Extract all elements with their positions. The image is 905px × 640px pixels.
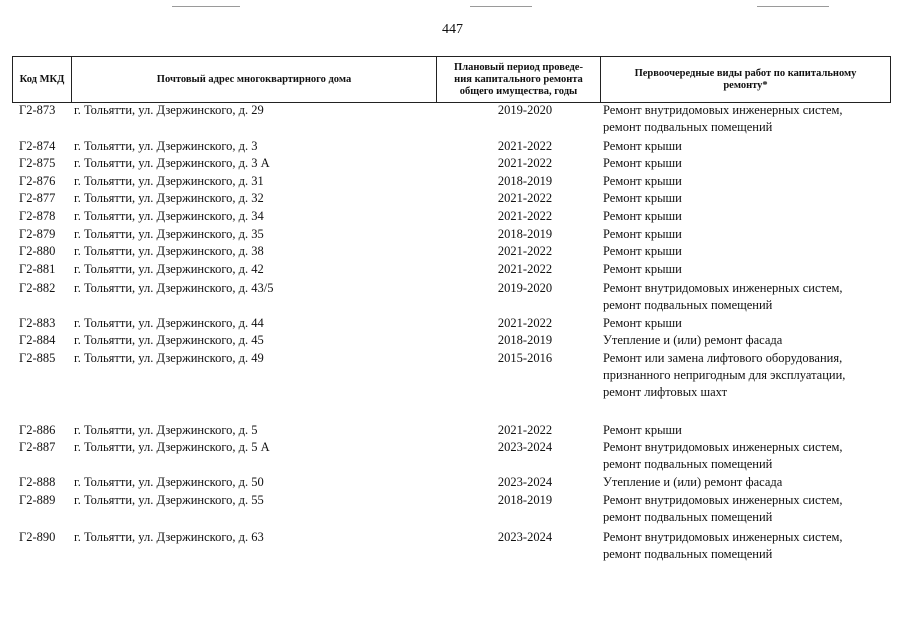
row-works	[603, 439, 843, 473]
row-works	[603, 102, 843, 136]
row-works	[603, 492, 843, 526]
row-address: г. Тольятти, ул. Дзержинского, д. 5 А	[74, 440, 270, 454]
row-works-line: Ремонт внутридомовых инженерных систем,	[603, 281, 843, 295]
row-period: 2018-2019	[497, 174, 553, 188]
row-period: 2023-2024	[497, 475, 553, 489]
page-number: 447	[442, 22, 463, 37]
row-address: г. Тольятти, ул. Дзержинского, д. 3 А	[74, 156, 270, 170]
row-works	[603, 226, 682, 243]
row-address: г. Тольятти, ул. Дзержинского, д. 63	[74, 530, 264, 544]
row-works-line: Ремонт внутридомовых инженерных систем,	[603, 493, 843, 507]
row-code: Г2-881	[19, 262, 56, 276]
row-address: г. Тольятти, ул. Дзержинского, д. 32	[74, 191, 264, 205]
row-code: Г2-882	[19, 281, 56, 295]
row-code: Г2-875	[19, 156, 56, 170]
scan-artifact	[470, 6, 532, 7]
row-works	[603, 332, 782, 349]
row-period: 2015-2016	[497, 351, 553, 365]
row-address: г. Тольятти, ул. Дзержинского, д. 5	[74, 423, 258, 437]
row-works	[603, 208, 682, 225]
row-code: Г2-873	[19, 103, 56, 117]
row-works-line: ремонт лифтовых шахт	[603, 385, 728, 399]
row-address: г. Тольятти, ул. Дзержинского, д. 3	[74, 139, 258, 153]
row-works	[603, 280, 843, 314]
header-period: Плановый период проведе- ния капитального ремонта общего имущества, годы	[436, 56, 601, 103]
row-code: Г2-887	[19, 440, 56, 454]
row-works-line: ремонт подвальных помещений	[603, 547, 773, 561]
header-code: Код МКД	[12, 56, 72, 103]
row-address: г. Тольятти, ул. Дзержинского, д. 55	[74, 493, 264, 507]
row-period: 2021-2022	[497, 244, 553, 258]
row-works-line: Ремонт крыши	[603, 174, 682, 188]
row-works-line: Ремонт крыши	[603, 244, 682, 258]
row-works-line: ремонт подвальных помещений	[603, 510, 773, 524]
row-works-line: Ремонт крыши	[603, 209, 682, 223]
row-code: Г2-877	[19, 191, 56, 205]
row-works-line: Ремонт внутридомовых инженерных систем,	[603, 103, 843, 117]
row-code: Г2-880	[19, 244, 56, 258]
row-code: Г2-889	[19, 493, 56, 507]
row-address: г. Тольятти, ул. Дзержинского, д. 50	[74, 475, 264, 489]
row-works	[603, 315, 682, 332]
row-works-line: Утепление и (или) ремонт фасада	[603, 333, 783, 347]
row-address: г. Тольятти, ул. Дзержинского, д. 35	[74, 227, 264, 241]
row-works-line: Ремонт крыши	[603, 262, 682, 276]
row-works-line: ремонт подвальных помещений	[603, 120, 773, 134]
row-works-line: ремонт подвальных помещений	[603, 298, 773, 312]
row-works-line: Ремонт внутридомовых инженерных систем,	[603, 530, 843, 544]
row-period: 2018-2019	[497, 227, 553, 241]
row-address: г. Тольятти, ул. Дзержинского, д. 38	[74, 244, 264, 258]
row-works	[603, 155, 682, 172]
row-works-line: Утепление и (или) ремонт фасада	[603, 475, 783, 489]
row-code: Г2-890	[19, 530, 56, 544]
row-works	[603, 529, 843, 563]
row-address: г. Тольятти, ул. Дзержинского, д. 29	[74, 103, 264, 117]
row-address: г. Тольятти, ул. Дзержинского, д. 34	[74, 209, 264, 223]
row-period: 2021-2022	[497, 262, 553, 276]
row-works	[603, 261, 682, 278]
scan-artifact	[172, 6, 240, 7]
row-code: Г2-876	[19, 174, 56, 188]
row-works-line: ремонт подвальных помещений	[603, 457, 773, 471]
row-period: 2023-2024	[497, 530, 553, 544]
row-works-line: Ремонт крыши	[603, 156, 682, 170]
row-works	[603, 350, 845, 401]
row-works-line: Ремонт или замена лифтового оборудования,	[603, 351, 843, 365]
row-works-line: Ремонт крыши	[603, 423, 682, 437]
row-works	[603, 422, 682, 439]
row-works-line: Ремонт крыши	[603, 191, 682, 205]
row-works-line: признанного непригодным для эксплуатации,	[603, 368, 846, 382]
row-period: 2021-2022	[497, 209, 553, 223]
row-address: г. Тольятти, ул. Дзержинского, д. 49	[74, 351, 264, 365]
row-period: 2021-2022	[497, 139, 553, 153]
row-code: Г2-885	[19, 351, 56, 365]
row-works-line: Ремонт внутридомовых инженерных систем,	[603, 440, 843, 454]
row-period: 2021-2022	[497, 191, 553, 205]
row-period: 2021-2022	[497, 316, 553, 330]
row-code: Г2-886	[19, 423, 56, 437]
row-period: 2021-2022	[497, 423, 553, 437]
row-works-line: Ремонт крыши	[603, 316, 682, 330]
row-address: г. Тольятти, ул. Дзержинского, д. 31	[74, 174, 264, 188]
row-works	[603, 474, 782, 491]
row-code: Г2-879	[19, 227, 56, 241]
row-period: 2023-2024	[497, 440, 553, 454]
row-works-line: Ремонт крыши	[603, 227, 682, 241]
row-period: 2018-2019	[497, 493, 553, 507]
row-code: Г2-874	[19, 139, 56, 153]
row-code: Г2-883	[19, 316, 56, 330]
row-address: г. Тольятти, ул. Дзержинского, д. 45	[74, 333, 264, 347]
row-code: Г2-888	[19, 475, 56, 489]
row-address: г. Тольятти, ул. Дзержинского, д. 44	[74, 316, 264, 330]
row-address: г. Тольятти, ул. Дзержинского, д. 42	[74, 262, 264, 276]
row-address: г. Тольятти, ул. Дзержинского, д. 43/5	[74, 281, 274, 295]
header-works: Первоочередные виды работ по капитальному ремонту*	[600, 56, 891, 103]
row-works	[603, 173, 682, 190]
row-period: 2021-2022	[497, 156, 553, 170]
row-period: 2019-2020	[497, 103, 553, 117]
scan-artifact	[757, 6, 829, 7]
row-period: 2019-2020	[497, 281, 553, 295]
row-works	[603, 243, 682, 260]
row-works	[603, 138, 682, 155]
row-works	[603, 190, 682, 207]
row-code: Г2-878	[19, 209, 56, 223]
row-code: Г2-884	[19, 333, 56, 347]
row-period: 2018-2019	[497, 333, 553, 347]
row-works-line: Ремонт крыши	[603, 139, 682, 153]
header-address: Почтовый адрес многоквартирного дома	[71, 56, 437, 103]
